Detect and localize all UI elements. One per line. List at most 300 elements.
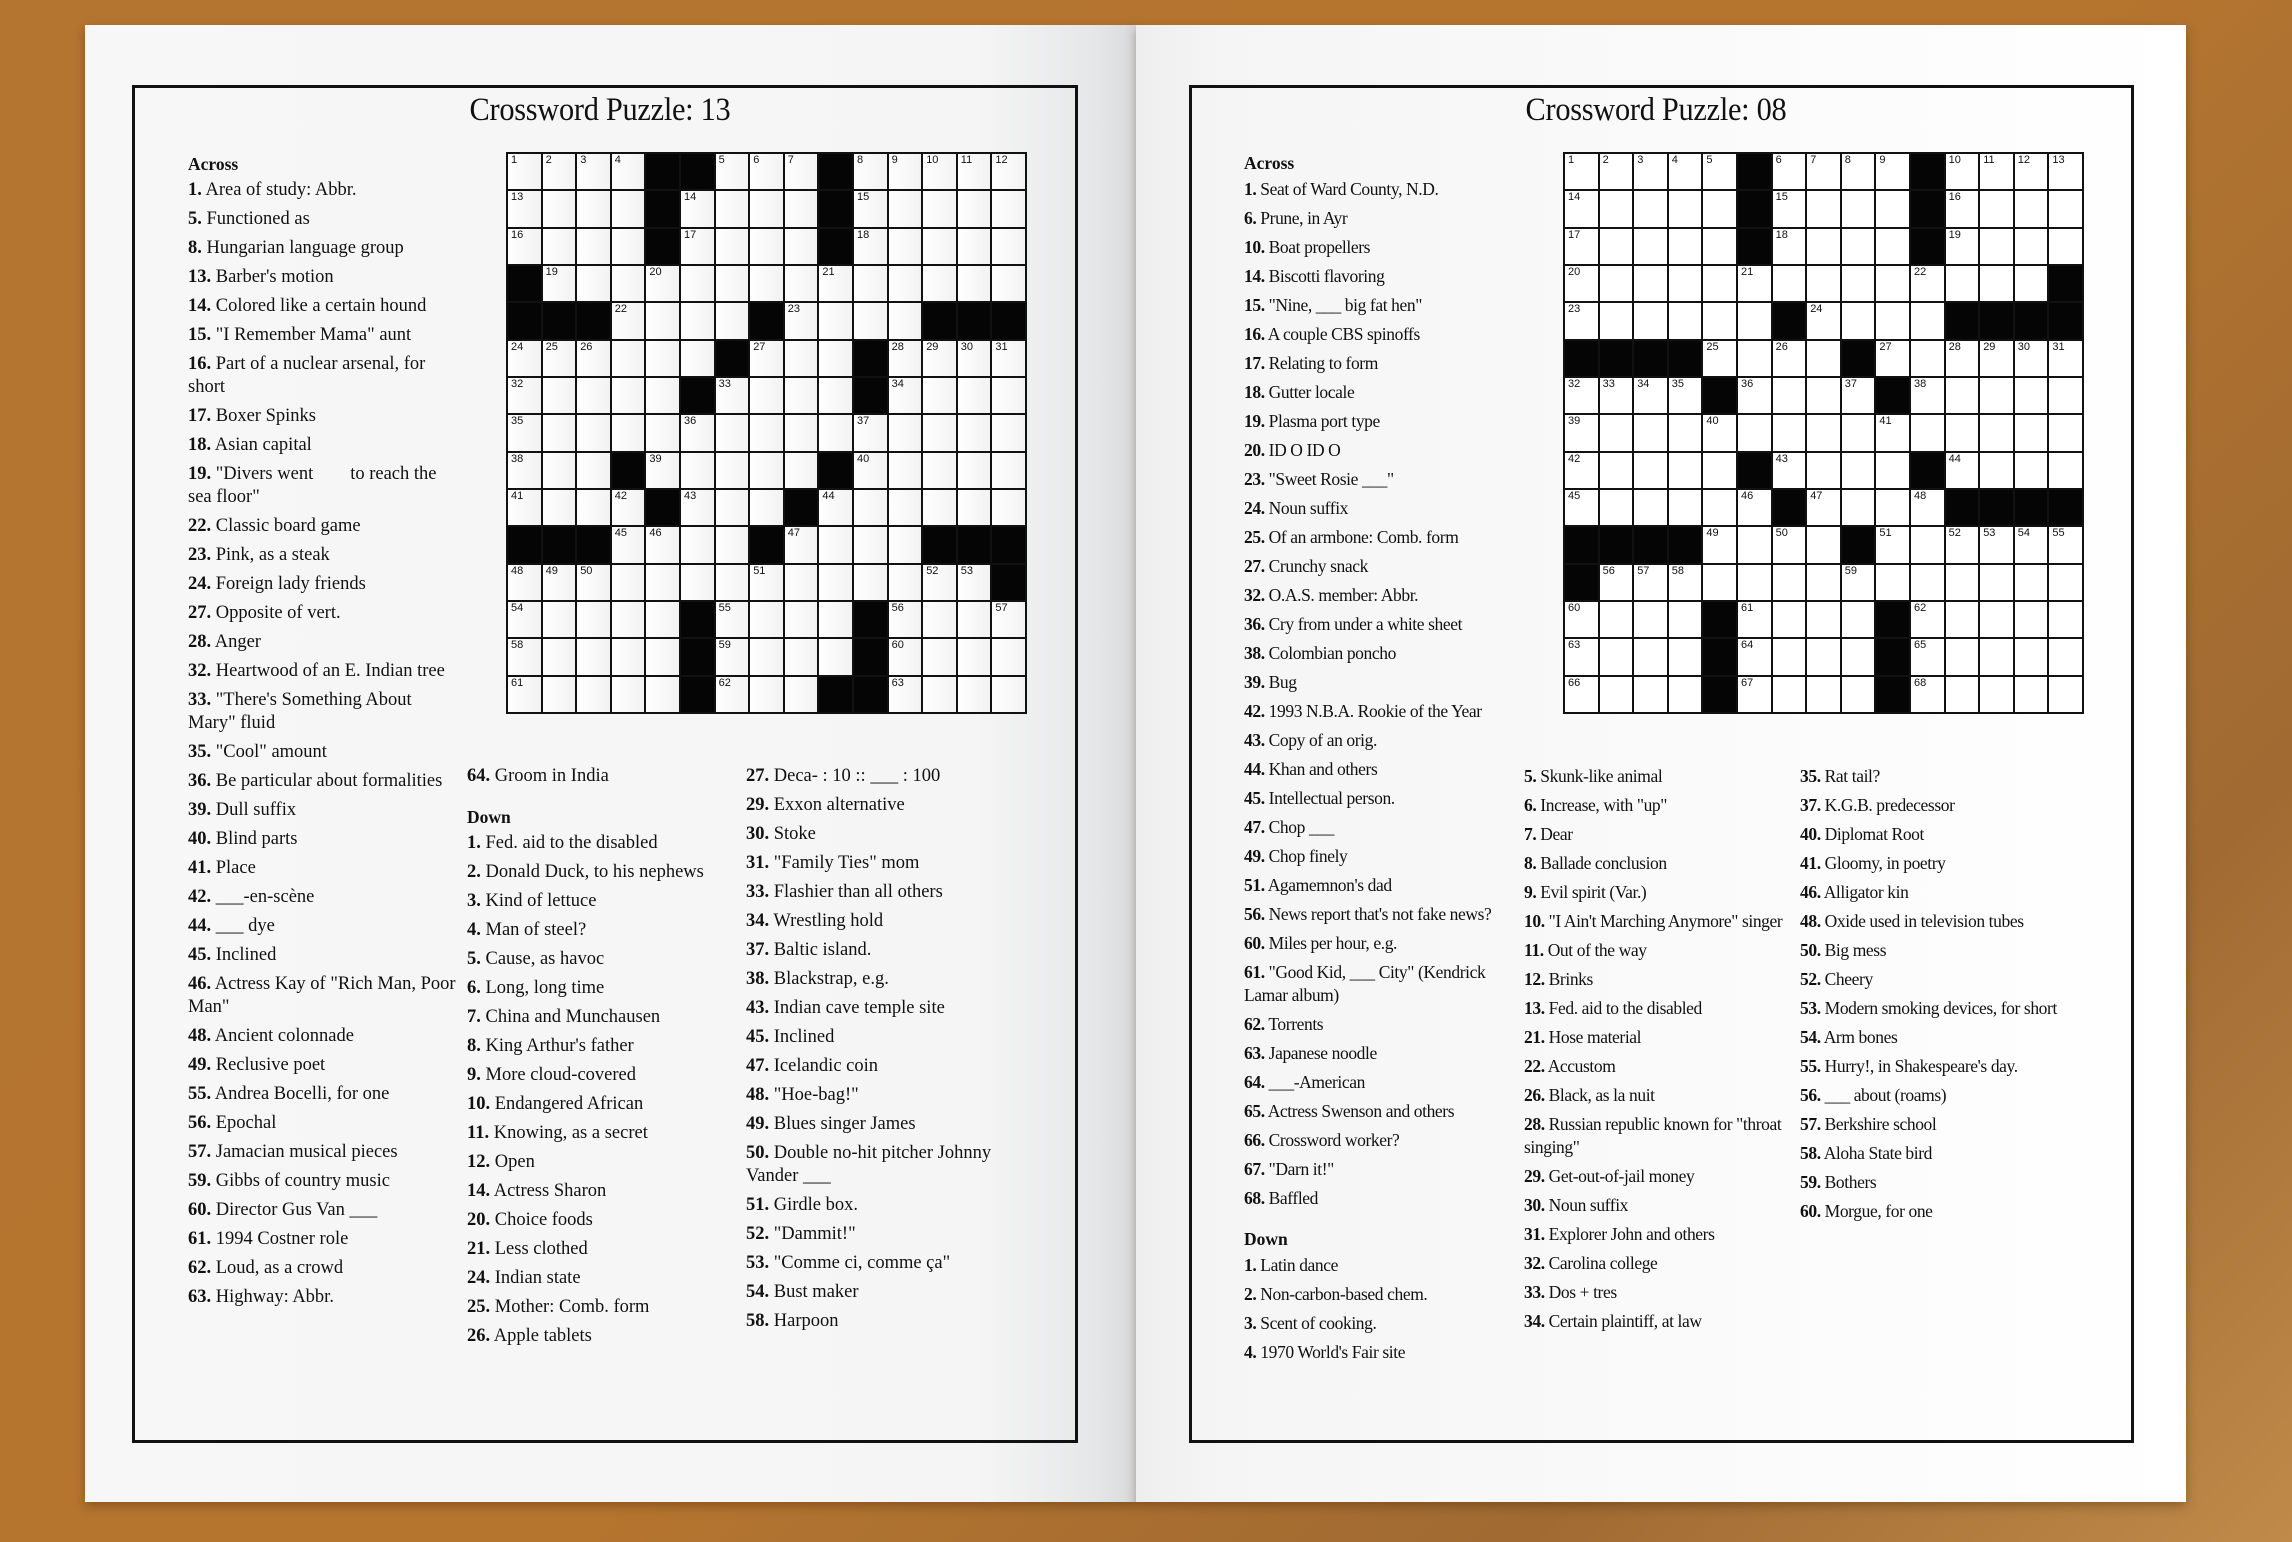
grid-cell[interactable] [785,453,818,488]
grid-cell[interactable] [543,154,576,189]
grid-cell[interactable] [1876,453,1909,488]
grid-cell[interactable] [819,303,852,338]
grid-cell[interactable] [1911,266,1944,301]
grid-cell[interactable] [1773,378,1806,413]
grid-cell[interactable] [1565,191,1598,226]
grid-cell[interactable] [1600,453,1633,488]
grid-cell[interactable] [958,490,991,525]
grid-cell[interactable] [1807,229,1840,264]
grid-cell[interactable] [2015,229,2048,264]
grid-cell[interactable] [854,453,887,488]
grid-cell[interactable] [2015,415,2048,450]
grid-cell[interactable] [2015,266,2048,301]
grid-cell[interactable] [854,191,887,226]
grid-cell[interactable] [1946,378,1979,413]
grid-cell[interactable] [577,415,610,450]
grid-cell[interactable] [716,154,749,189]
grid-cell[interactable] [819,415,852,450]
grid-cell[interactable] [1946,229,1979,264]
grid-cell[interactable] [819,490,852,525]
grid-cell[interactable] [785,191,818,226]
grid-cell[interactable] [2015,378,2048,413]
grid-cell[interactable] [1738,303,1771,338]
grid-cell[interactable] [1634,229,1667,264]
grid-cell[interactable] [2015,565,2048,600]
grid-cell[interactable] [1980,191,2013,226]
grid-cell[interactable] [992,677,1025,712]
grid-cell[interactable] [1946,602,1979,637]
grid-cell[interactable] [1773,677,1806,712]
grid-cell[interactable] [750,602,783,637]
grid-cell[interactable] [1946,415,1979,450]
crossword-grid-13[interactable] [506,152,1027,714]
grid-cell[interactable] [1600,191,1633,226]
grid-cell[interactable] [1773,341,1806,376]
grid-cell[interactable] [508,378,541,413]
grid-cell[interactable] [1703,229,1736,264]
grid-cell[interactable] [1807,341,1840,376]
grid-cell[interactable] [958,565,991,600]
grid-cell[interactable] [2015,602,2048,637]
grid-cell[interactable] [1842,229,1875,264]
grid-cell[interactable] [646,602,679,637]
grid-cell[interactable] [1738,565,1771,600]
grid-cell[interactable] [1565,415,1598,450]
grid-cell[interactable] [854,415,887,450]
grid-cell[interactable] [1980,154,2013,189]
grid-cell[interactable] [1876,266,1909,301]
grid-cell[interactable] [646,453,679,488]
grid-cell[interactable] [923,191,956,226]
grid-cell[interactable] [1738,490,1771,525]
grid-cell[interactable] [889,154,922,189]
grid-cell[interactable] [1703,415,1736,450]
grid-cell[interactable] [1634,677,1667,712]
grid-cell[interactable] [1980,378,2013,413]
grid-cell[interactable] [1980,527,2013,562]
grid-cell[interactable] [681,415,714,450]
grid-cell[interactable] [2015,677,2048,712]
grid-cell[interactable] [1565,677,1598,712]
grid-cell[interactable] [889,191,922,226]
grid-cell[interactable] [1980,602,2013,637]
grid-cell[interactable] [1565,154,1598,189]
grid-cell[interactable] [1876,341,1909,376]
grid-cell[interactable] [1565,602,1598,637]
grid-cell[interactable] [716,303,749,338]
grid-cell[interactable] [2049,565,2082,600]
grid-cell[interactable] [1980,677,2013,712]
grid-cell[interactable] [854,154,887,189]
grid-cell[interactable] [1842,154,1875,189]
grid-cell[interactable] [1703,191,1736,226]
grid-cell[interactable] [1565,639,1598,674]
grid-cell[interactable] [750,453,783,488]
grid-cell[interactable] [1738,378,1771,413]
grid-cell[interactable] [1634,602,1667,637]
grid-cell[interactable] [1911,527,1944,562]
grid-cell[interactable] [612,677,645,712]
grid-cell[interactable] [1669,415,1702,450]
grid-cell[interactable] [577,378,610,413]
grid-cell[interactable] [785,229,818,264]
grid-cell[interactable] [2049,677,2082,712]
grid-cell[interactable] [1669,191,1702,226]
grid-cell[interactable] [577,639,610,674]
grid-cell[interactable] [1738,341,1771,376]
grid-cell[interactable] [854,490,887,525]
grid-cell[interactable] [889,303,922,338]
grid-cell[interactable] [889,378,922,413]
grid-cell[interactable] [1807,565,1840,600]
grid-cell[interactable] [923,677,956,712]
grid-cell[interactable] [1773,154,1806,189]
grid-cell[interactable] [1773,453,1806,488]
grid-cell[interactable] [1669,378,1702,413]
grid-cell[interactable] [889,565,922,600]
grid-cell[interactable] [1634,490,1667,525]
grid-cell[interactable] [1911,677,1944,712]
grid-cell[interactable] [1876,527,1909,562]
grid-cell[interactable] [1634,415,1667,450]
grid-cell[interactable] [958,229,991,264]
grid-cell[interactable] [1911,341,1944,376]
grid-cell[interactable] [612,639,645,674]
grid-cell[interactable] [543,229,576,264]
grid-cell[interactable] [716,565,749,600]
grid-cell[interactable] [1634,303,1667,338]
grid-cell[interactable] [819,639,852,674]
grid-cell[interactable] [1980,415,2013,450]
grid-cell[interactable] [923,229,956,264]
grid-cell[interactable] [958,266,991,301]
grid-cell[interactable] [854,527,887,562]
grid-cell[interactable] [612,191,645,226]
grid-cell[interactable] [1911,415,1944,450]
grid-cell[interactable] [1980,341,2013,376]
grid-cell[interactable] [1600,639,1633,674]
grid-cell[interactable] [612,602,645,637]
grid-cell[interactable] [543,490,576,525]
grid-cell[interactable] [508,453,541,488]
grid-cell[interactable] [819,378,852,413]
grid-cell[interactable] [2015,154,2048,189]
grid-cell[interactable] [1773,527,1806,562]
grid-cell[interactable] [992,453,1025,488]
grid-cell[interactable] [543,565,576,600]
grid-cell[interactable] [1807,639,1840,674]
grid-cell[interactable] [716,527,749,562]
grid-cell[interactable] [1773,229,1806,264]
grid-cell[interactable] [1807,677,1840,712]
grid-cell[interactable] [1600,602,1633,637]
grid-cell[interactable] [1807,303,1840,338]
grid-cell[interactable] [2049,639,2082,674]
grid-cell[interactable] [854,303,887,338]
grid-cell[interactable] [577,154,610,189]
grid-cell[interactable] [785,677,818,712]
grid-cell[interactable] [543,639,576,674]
grid-cell[interactable] [508,639,541,674]
grid-cell[interactable] [716,266,749,301]
grid-cell[interactable] [1565,303,1598,338]
grid-cell[interactable] [889,453,922,488]
grid-cell[interactable] [1669,303,1702,338]
grid-cell[interactable] [923,453,956,488]
grid-cell[interactable] [716,191,749,226]
grid-cell[interactable] [1946,191,1979,226]
grid-cell[interactable] [1600,677,1633,712]
grid-cell[interactable] [543,602,576,637]
grid-cell[interactable] [1634,154,1667,189]
grid-cell[interactable] [2049,453,2082,488]
grid-cell[interactable] [681,341,714,376]
grid-cell[interactable] [646,378,679,413]
grid-cell[interactable] [716,639,749,674]
grid-cell[interactable] [923,602,956,637]
grid-cell[interactable] [889,229,922,264]
grid-cell[interactable] [1807,415,1840,450]
grid-cell[interactable] [508,229,541,264]
grid-cell[interactable] [1842,378,1875,413]
grid-cell[interactable] [681,229,714,264]
grid-cell[interactable] [1842,415,1875,450]
grid-cell[interactable] [1807,191,1840,226]
grid-cell[interactable] [750,229,783,264]
grid-cell[interactable] [1669,490,1702,525]
grid-cell[interactable] [958,341,991,376]
grid-cell[interactable] [2049,191,2082,226]
grid-cell[interactable] [2049,602,2082,637]
grid-cell[interactable] [1773,602,1806,637]
grid-cell[interactable] [889,415,922,450]
grid-cell[interactable] [577,266,610,301]
grid-cell[interactable] [1946,527,1979,562]
grid-cell[interactable] [1980,453,2013,488]
grid-cell[interactable] [716,490,749,525]
grid-cell[interactable] [646,341,679,376]
grid-cell[interactable] [958,677,991,712]
grid-cell[interactable] [1842,677,1875,712]
grid-cell[interactable] [577,229,610,264]
grid-cell[interactable] [508,677,541,712]
grid-cell[interactable] [1876,565,1909,600]
grid-cell[interactable] [2049,378,2082,413]
grid-cell[interactable] [2015,527,2048,562]
grid-cell[interactable] [1807,266,1840,301]
grid-cell[interactable] [716,378,749,413]
grid-cell[interactable] [889,602,922,637]
grid-cell[interactable] [1703,341,1736,376]
grid-cell[interactable] [785,639,818,674]
grid-cell[interactable] [543,341,576,376]
grid-cell[interactable] [1876,229,1909,264]
grid-cell[interactable] [889,639,922,674]
grid-cell[interactable] [612,341,645,376]
grid-cell[interactable] [716,602,749,637]
grid-cell[interactable] [819,266,852,301]
grid-cell[interactable] [1703,565,1736,600]
grid-cell[interactable] [992,229,1025,264]
grid-cell[interactable] [750,154,783,189]
grid-cell[interactable] [508,490,541,525]
grid-cell[interactable] [646,565,679,600]
grid-cell[interactable] [1911,303,1944,338]
grid-cell[interactable] [1634,266,1667,301]
grid-cell[interactable] [992,415,1025,450]
grid-cell[interactable] [543,266,576,301]
grid-cell[interactable] [1703,527,1736,562]
grid-cell[interactable] [958,639,991,674]
grid-cell[interactable] [750,639,783,674]
grid-cell[interactable] [612,490,645,525]
grid-cell[interactable] [958,415,991,450]
grid-cell[interactable] [1600,565,1633,600]
grid-cell[interactable] [1980,266,2013,301]
grid-cell[interactable] [508,191,541,226]
grid-cell[interactable] [577,490,610,525]
grid-cell[interactable] [1773,415,1806,450]
grid-cell[interactable] [785,602,818,637]
grid-cell[interactable] [1946,677,1979,712]
grid-cell[interactable] [819,341,852,376]
grid-cell[interactable] [1876,154,1909,189]
grid-cell[interactable] [577,191,610,226]
grid-cell[interactable] [646,639,679,674]
grid-cell[interactable] [992,490,1025,525]
grid-cell[interactable] [1669,154,1702,189]
grid-cell[interactable] [923,341,956,376]
grid-cell[interactable] [1565,229,1598,264]
grid-cell[interactable] [958,602,991,637]
grid-cell[interactable] [646,415,679,450]
grid-cell[interactable] [1946,639,1979,674]
grid-cell[interactable] [854,565,887,600]
grid-cell[interactable] [1738,639,1771,674]
grid-cell[interactable] [508,565,541,600]
grid-cell[interactable] [681,191,714,226]
grid-cell[interactable] [785,565,818,600]
grid-cell[interactable] [992,378,1025,413]
grid-cell[interactable] [1565,266,1598,301]
grid-cell[interactable] [1911,565,1944,600]
grid-cell[interactable] [1703,490,1736,525]
grid-cell[interactable] [1669,229,1702,264]
grid-cell[interactable] [1600,266,1633,301]
grid-cell[interactable] [1980,565,2013,600]
grid-cell[interactable] [1669,266,1702,301]
grid-cell[interactable] [1946,266,1979,301]
grid-cell[interactable] [1842,490,1875,525]
grid-cell[interactable] [1738,602,1771,637]
grid-cell[interactable] [612,266,645,301]
grid-cell[interactable] [646,677,679,712]
grid-cell[interactable] [681,527,714,562]
grid-cell[interactable] [2049,154,2082,189]
grid-cell[interactable] [1669,639,1702,674]
grid-cell[interactable] [958,154,991,189]
grid-cell[interactable] [923,639,956,674]
grid-cell[interactable] [1600,229,1633,264]
grid-cell[interactable] [1703,266,1736,301]
grid-cell[interactable] [785,303,818,338]
grid-cell[interactable] [1876,415,1909,450]
grid-cell[interactable] [1738,527,1771,562]
grid-cell[interactable] [543,453,576,488]
grid-cell[interactable] [681,565,714,600]
grid-cell[interactable] [1842,303,1875,338]
grid-cell[interactable] [543,677,576,712]
grid-cell[interactable] [2049,229,2082,264]
grid-cell[interactable] [992,341,1025,376]
grid-cell[interactable] [681,490,714,525]
grid-cell[interactable] [750,677,783,712]
grid-cell[interactable] [1634,565,1667,600]
grid-cell[interactable] [1634,191,1667,226]
grid-cell[interactable] [1669,602,1702,637]
grid-cell[interactable] [681,453,714,488]
grid-cell[interactable] [923,490,956,525]
grid-cell[interactable] [1634,378,1667,413]
grid-cell[interactable] [2015,453,2048,488]
grid-cell[interactable] [750,490,783,525]
grid-cell[interactable] [1842,266,1875,301]
grid-cell[interactable] [923,378,956,413]
grid-cell[interactable] [612,565,645,600]
grid-cell[interactable] [1565,453,1598,488]
grid-cell[interactable] [1946,453,1979,488]
grid-cell[interactable] [2049,341,2082,376]
grid-cell[interactable] [750,341,783,376]
grid-cell[interactable] [958,378,991,413]
grid-cell[interactable] [1980,229,2013,264]
grid-cell[interactable] [577,602,610,637]
grid-cell[interactable] [889,266,922,301]
grid-cell[interactable] [923,565,956,600]
grid-cell[interactable] [646,303,679,338]
grid-cell[interactable] [819,565,852,600]
grid-cell[interactable] [1876,490,1909,525]
grid-cell[interactable] [1669,453,1702,488]
grid-cell[interactable] [508,341,541,376]
grid-cell[interactable] [543,415,576,450]
grid-cell[interactable] [1980,639,2013,674]
grid-cell[interactable] [1842,639,1875,674]
grid-cell[interactable] [543,378,576,413]
grid-cell[interactable] [2015,639,2048,674]
grid-cell[interactable] [923,154,956,189]
grid-cell[interactable] [889,527,922,562]
crossword-grid-08[interactable] [1563,152,2084,714]
grid-cell[interactable] [612,415,645,450]
grid-cell[interactable] [612,303,645,338]
grid-cell[interactable] [1807,154,1840,189]
grid-cell[interactable] [1876,303,1909,338]
grid-cell[interactable] [819,602,852,637]
grid-cell[interactable] [2015,341,2048,376]
grid-cell[interactable] [785,266,818,301]
grid-cell[interactable] [1565,490,1598,525]
grid-cell[interactable] [750,191,783,226]
grid-cell[interactable] [1773,191,1806,226]
grid-cell[interactable] [1946,154,1979,189]
grid-cell[interactable] [750,565,783,600]
grid-cell[interactable] [681,303,714,338]
grid-cell[interactable] [854,266,887,301]
grid-cell[interactable] [646,527,679,562]
grid-cell[interactable] [577,565,610,600]
grid-cell[interactable] [1703,303,1736,338]
